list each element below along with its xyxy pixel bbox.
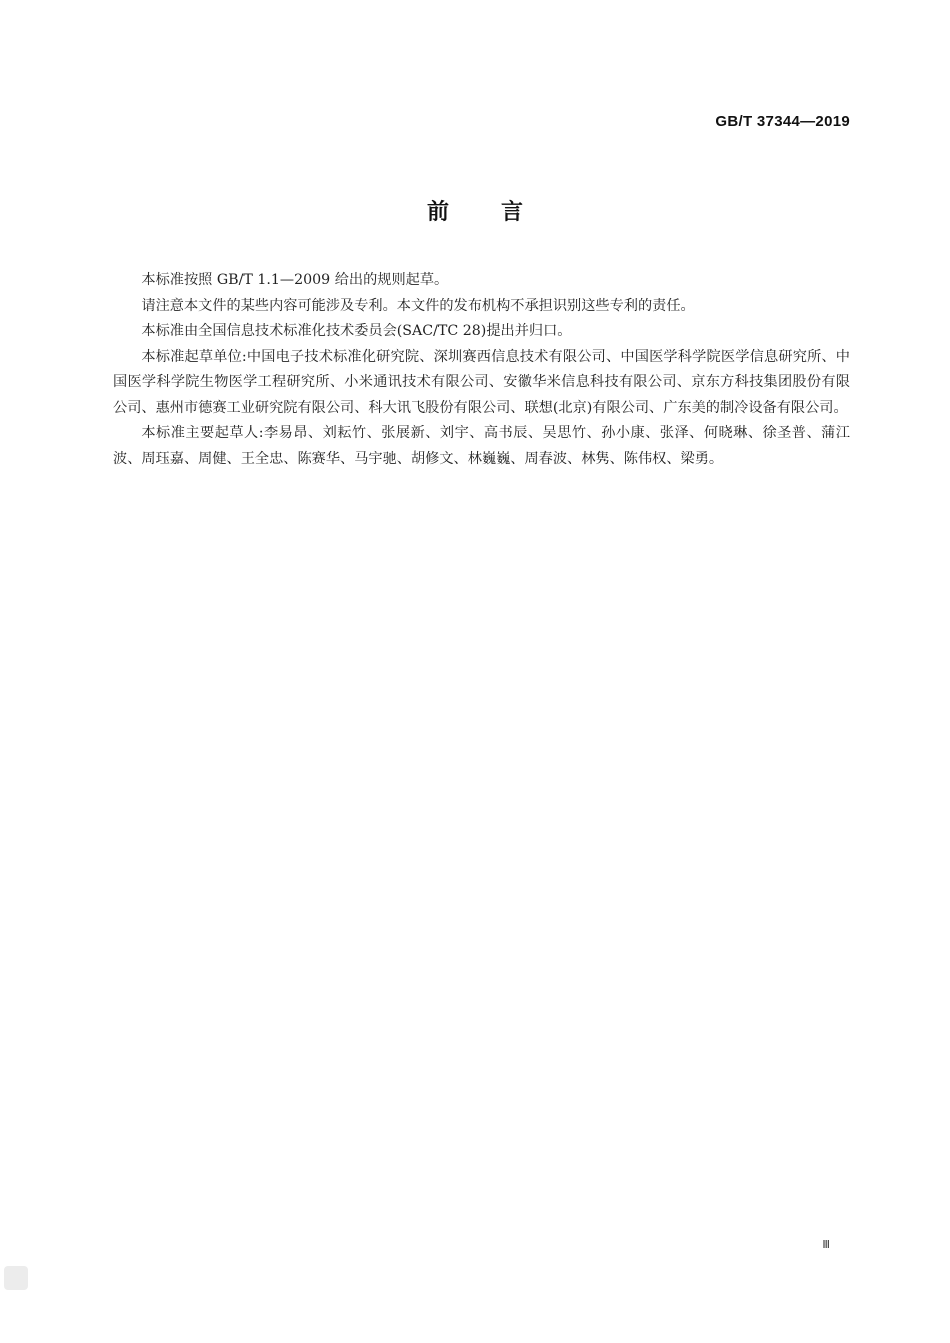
page-number: Ⅲ bbox=[822, 1238, 830, 1251]
corner-widget[interactable] bbox=[4, 1266, 28, 1290]
paragraph-patent-notice: 请注意本文件的某些内容可能涉及专利。本文件的发布机构不承担识别这些专利的责任。 bbox=[141, 297, 695, 314]
foreword-body bbox=[113, 268, 850, 472]
page-title: 前言 bbox=[426, 200, 575, 225]
paragraph-proposer: 本标准由全国信息技术标准化技术委员会(SAC/TC 28)提出并归口。 bbox=[141, 323, 572, 339]
paragraph-drafting-units: 本标准起草单位:中国电子技术标准化研究院、深圳赛西信息技术有限公司、中国医学科学院医学信息研究所、中国医学科学院生物医学工程研究所、小米通讯技术有限公司、安徽华米信息科技有限公司、京东方科技集团股份有限公司、惠州市德赛工业研究院有限公司、科大讯飞股份有限公司、联想(北京)有限公司、广东美的制冷设备有限公司。 bbox=[113, 348, 850, 416]
paragraph-drafting-rules: 本标准按照 GB/T 1.1—2009 给出的规则起草。 bbox=[141, 272, 449, 288]
paragraph-drafters: 本标准主要起草人:李易昂、刘耘竹、张展新、刘宇、高书辰、吴思竹、孙小康、张泽、何晓琳、徐圣普、蒲江波、周珏嘉、周健、王全忠、陈赛华、马宇驰、胡修文、林巍巍、周春波、林隽、陈伟权、梁勇。 bbox=[113, 425, 850, 467]
standard-number: GB/T 37344—2019 bbox=[715, 113, 850, 130]
